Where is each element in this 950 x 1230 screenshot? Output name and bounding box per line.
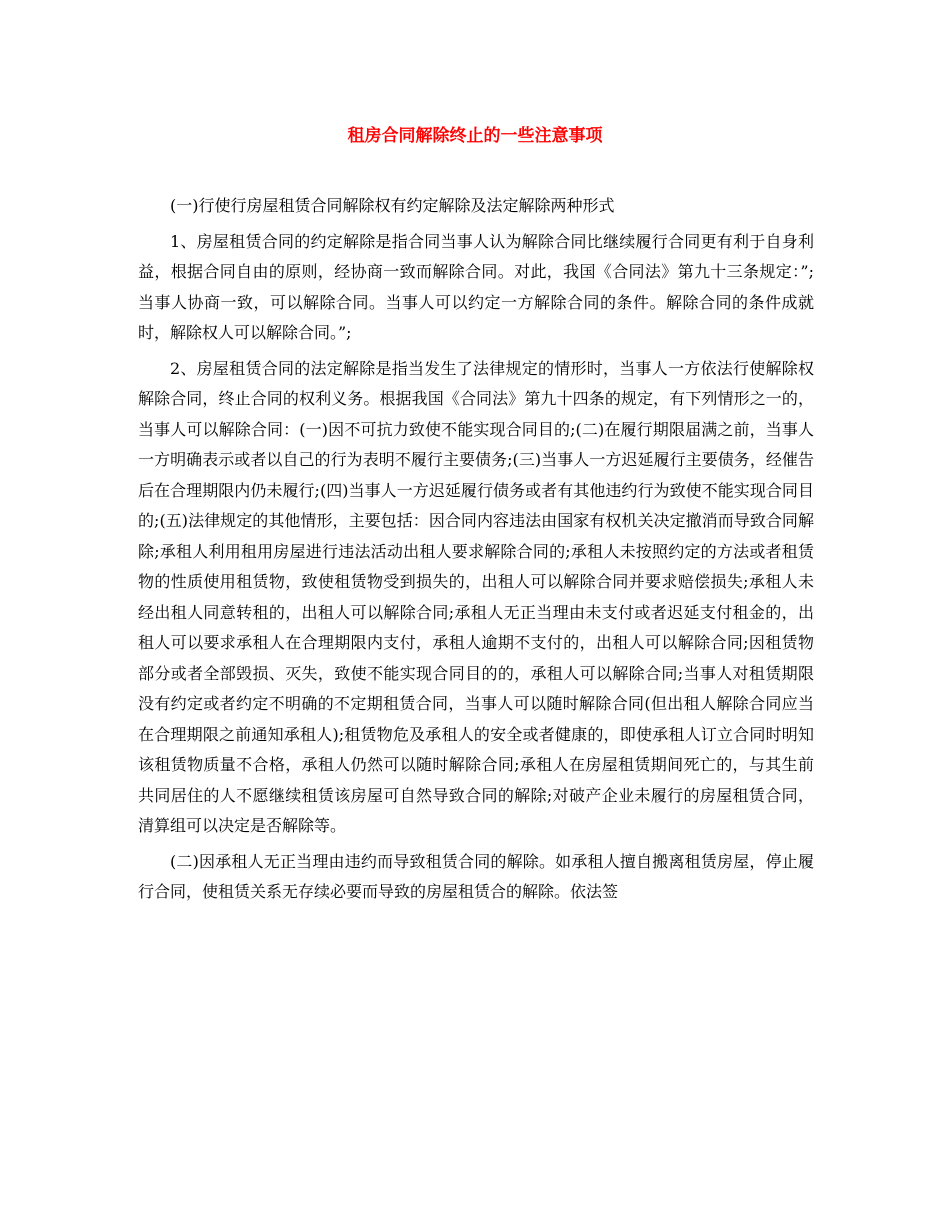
document-title: 租房合同解除终止的一些注意事项 (347, 126, 603, 146)
paragraph-3: 2、房屋租赁合同的法定解除是指当发生了法律规定的情形时，当事人一方依法行使解除权解除合同，终止合同的权利义务。根据我国《合同法》第九十四条的规定，有下列情形之一的，当事人可以解除合同：(一)因不可抗力致使不能实现合同目的;(二)在履行期限届满之前，当事人一方明确表示或者以自己的行为表明不履行主要债务;(三)当事人一方迟延履行主要债务，经催告后在合理期限内仍未履行;(四)当事人一方迟延履行债务或者有其他违约行为致使不能实现合同目的;(五)法律规定的其他情形，主要包括：因合同内容违法由国家有权机关决定撤消而导致合同解除;承租人利用租用房屋进行违法活动出租人要求解除合同的;承租人未按照约定的方法或者租赁物的性质使用租赁物，致使租赁物受到损失的，出租人可以解除合同并要求赔偿损失;承租人未经出租人同意转租的，出租人可以解除合同;承租人无正当理由未支付或者迟延支付租金的，出租人可以要求承租人在合理期限内支付，承租人逾期不支付的，出租人可以解除合同;因租赁物部分或者全部毁损、灭失，致使不能实现合同目的的，承租人可以解除合同;当事人对租赁期限没有约定或者约定不明确的不定期租赁合同，当事人可以随时解除合同(但出租人解除合同应当在合理期限之前通知承租人);租赁物危及承租人的安全或者健康的，即使承租人订立合同时明知该租赁物质量不合格，承租人仍然可以随时解除合同;承租人在房屋租赁期间死亡的，与其生前共同居住的人不愿继续租赁该房屋可自然导致合同的解除;对破产企业未履行的房屋租赁合同，清算组可以决定是否解除等。 (138, 358, 814, 835)
document-body (138, 191, 814, 913)
paragraph-4: (二)因承租人无正当理由违约而导致租赁合同的解除。如承租人擅自搬离租赁房屋，停止履行合同，使租赁关系无存续必要而导致的房屋租赁合的解除。依法签 (138, 851, 814, 901)
paragraph-2: 1、房屋租赁合同的约定解除是指合同当事人认为解除合同比继续履行合同更有利于自身利益，根据合同自由的原则，经协商一致而解除合同。对此，我国《合同法》第九十三条规定：”;当事人协商一致，可以解除合同。当事人可以约定一方解除合同的条件。解除合同的条件成就时，解除权人可以解除合同。”; (138, 231, 814, 342)
paragraph-1: (一)行使行房屋租赁合同解除权有约定解除及法定解除两种形式 (170, 196, 615, 215)
